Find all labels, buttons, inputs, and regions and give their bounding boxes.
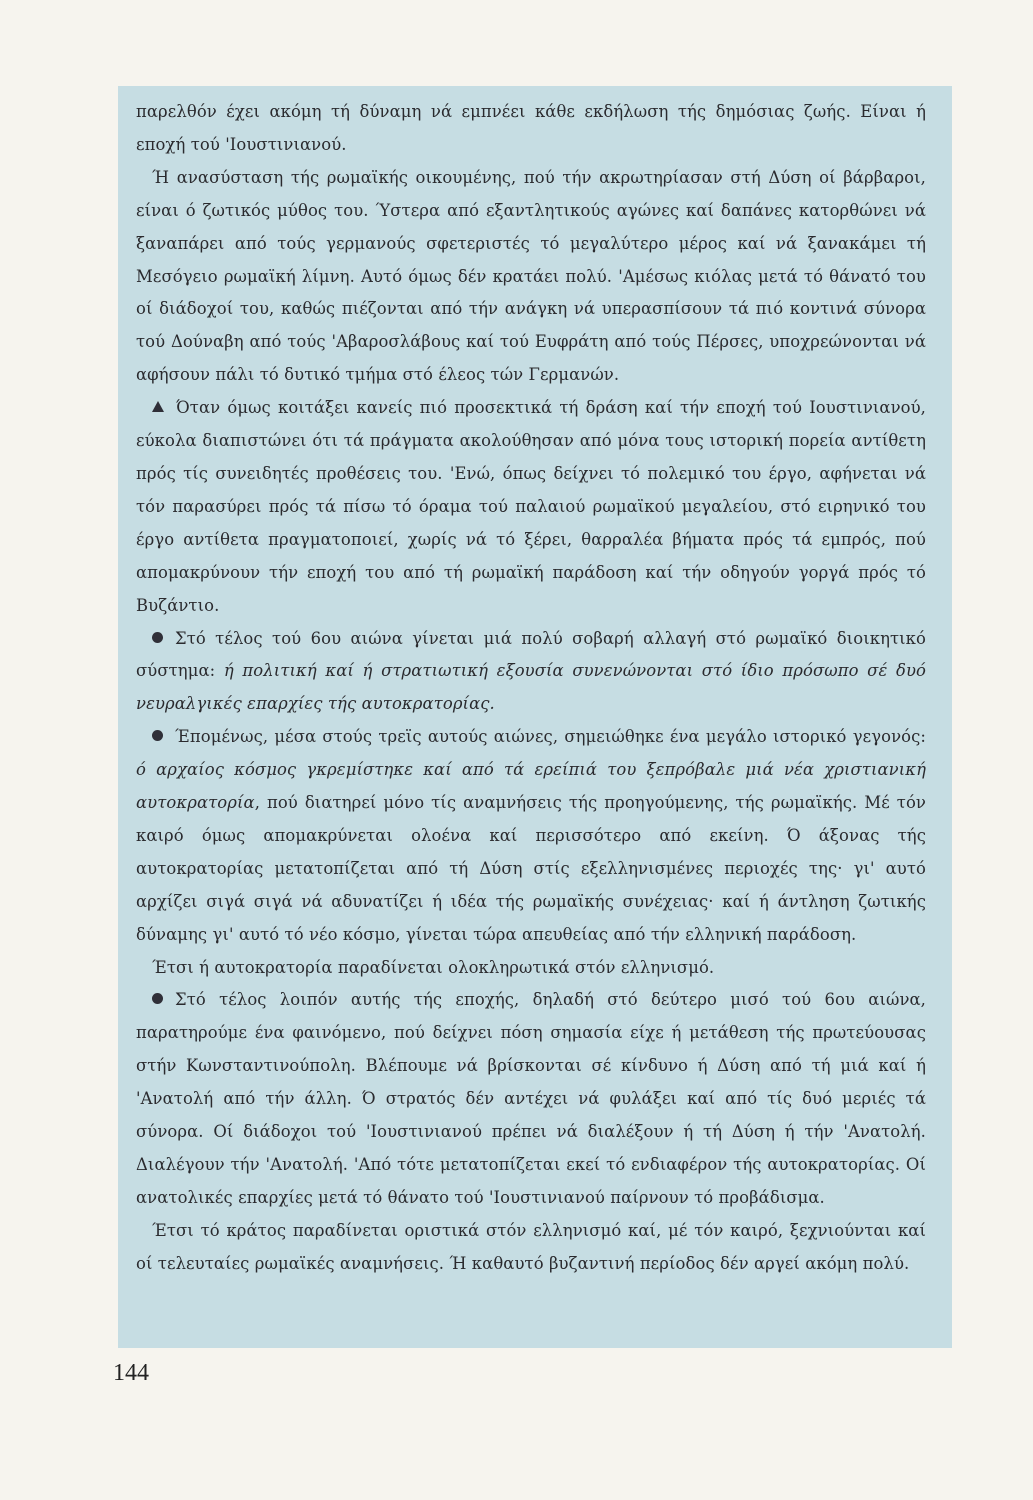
paragraph-text: Έπομένως, μέσα στούς τρεϊς αυτούς αιώνες, σημειώθηκε ένα μεγάλο ιστορικό γεγονός: xyxy=(175,727,926,747)
paragraph-text: Στό τέλος τού 6ου αιώνα γίνεται μιά πολύ σοβαρή αλλαγή στό ρωμαϊκό διοικητικό σύστημα: xyxy=(136,628,926,681)
paragraph xyxy=(136,984,926,1214)
body-text xyxy=(136,96,926,1281)
paragraph xyxy=(136,721,926,951)
paragraph-text: Όταν όμως κοιτάξει κανείς πιό προσεκτικά τή δράση καί τήν εποχή τού Ιουστινιανού, εύκολα διαπιστώνει ότι τά πράγματα ακολούθησαν από μόνα τους ιστορική πορεία αντίθετη πρός τίς συνειδητές προθέσεις του. 'Ενώ, όπως δείχνει τό πολεμικό του έργο, αφήνεται νά τόν παρασύρει πρός τά πίσω τό όραμα τού παλαιού ρωμαϊκού μεγαλείου, στό ειρηνικό του έργο αντίθετα πραγματοποιεί, χωρίς νά τό ξέρει, θαρραλέα βήματα πρός τά εμπρός, πού απομακρύνουν τήν εποχή του από τή ρωμαϊκή παράδοση καί τήν οδηγούν γοργά πρός τό Βυζάντιο. xyxy=(136,398,926,615)
paragraph: Έτσι τό κράτος παραδίνεται οριστικά στόν ελληνισμό καί, μέ τόν καιρό, ξεχνιούνται καί οί τελευταίες ρωμαϊκές αναμνήσεις. Ή καθαυτό βυζαντινή περίοδος δέν αργεί ακόμη πολύ. xyxy=(136,1220,926,1273)
paragraph-text: , πού διατηρεί μόνο τίς αναμνήσεις τής προηγούμενης, τής ρωμαϊκής. Μέ τόν καιρό όμως απομακρύνεται ολοένα καί περισσότερο από εκείνη. Ό άξονας τής αυτοκρατορίας μετατοπίζεται από τή Δύση στίς εξελληνισμένες περιοχές της· γι' αυτό αρχίζει σιγά σιγά νά αδυνατίζει ή ιδέα τής ρωμαϊκής συνέχειας· καί ή άντληση ζωτικής δύναμης γι' αυτό τό νέο κόσμο, γίνεται τώρα απευθείας από τήν ελληνική παράδοση. xyxy=(136,793,926,944)
triangle-bullet-icon xyxy=(152,401,164,412)
paragraph xyxy=(136,623,926,722)
bullet-icon xyxy=(152,632,163,643)
paragraph: παρελθόν έχει ακόμη τή δύναμη νά εμπνέει κάθε εκδήλωση τής δημόσιας ζωής. Είναι ή εποχή τού 'Ιουστινιανού. xyxy=(136,102,926,154)
paragraph: Ή ανασύσταση τής ρωμαϊκής οικουμένης, πού τήν ακρωτηρίασαν στή Δύση οί βάρβαροι, είναι ό ζωτικός μύθος του. Ύστερα από εξαντλητικούς αγώνες καί δαπάνες κατορθώνει νά ξαναπάρει από τούς γερμανούς σφετεριστές τό μεγαλύτερο μέρος καί νά ξανακάμει τή Μεσόγειο ρωμαϊκή λίμνη. Αυτό όμως δέν κρατάει πολύ. 'Αμέσως κιόλας μετά τό θάνατό του οί διάδοχοί του, καθώς πιέζονται από τήν ανάγκη νά υπερασπίσουν τά πιό κοντινά σύνορα τού Δούναβη από τούς 'Αβαροσλάβους καί τού Ευφράτη από τούς Πέρσες, υποχρεώνονται νά αφήσουν πάλι τό δυτικό τμήμα στό έλεος τών Γερμανών. xyxy=(136,167,926,385)
paragraph: Έτσι ή αυτοκρατορία παραδίνεται ολοκληρωτικά στόν ελληνισμό. xyxy=(152,957,715,977)
bullet-icon xyxy=(152,730,163,741)
italic-emphasis: ό αρχαίος κόσμος γκρεμίστηκε καί από τά ερείπιά του ξεπρόβαλε μιά νέα χριστιανική αυτοκρατορία xyxy=(136,760,926,813)
page-number: 144 xyxy=(113,1360,149,1386)
italic-emphasis: ή πολιτική καί ή στρατιωτική εξουσία συνενώνονται στό ίδιο πρόσωπο σέ δυό νευραλγικές επαρχίες τής αυτοκρατορίας. xyxy=(136,661,926,714)
bullet-icon xyxy=(152,993,163,1004)
paragraph-text: Στό τέλος λοιπόν αυτής τής εποχής, δηλαδή στό δεύτερο μισό τού 6ου αιώνα, παρατηρούμε ένα φαινόμενο, πού δείχνει πόση σημασία είχε ή μετάθεση τής πρωτεύουσας στήν Κωνσταντινούπολη. Βλέπουμε νά βρίσκονται σέ κίνδυνο ή Δύση από τή μιά καί ή 'Ανατολή από τήν άλλη. Ό στρατός δέν αντέχει νά φυλάξει καί από τίς δυό μεριές τά σύνορα. Οί διάδοχοι τού 'Ιουστινιανού πρέπει νά διαλέξουν ή τή Δύση ή τήν 'Ανατολή. Διαλέγουν τήν 'Ανατολή. 'Από τότε μετατοπίζεται εκεί τό ενδιαφέρον τής αυτοκρατορίας. Οί ανατολικές επαρχίες μετά τό θάνατο τού 'Ιουστινιανού παίρνουν τό προβάδισμα. xyxy=(136,990,926,1207)
paragraph xyxy=(136,392,926,622)
